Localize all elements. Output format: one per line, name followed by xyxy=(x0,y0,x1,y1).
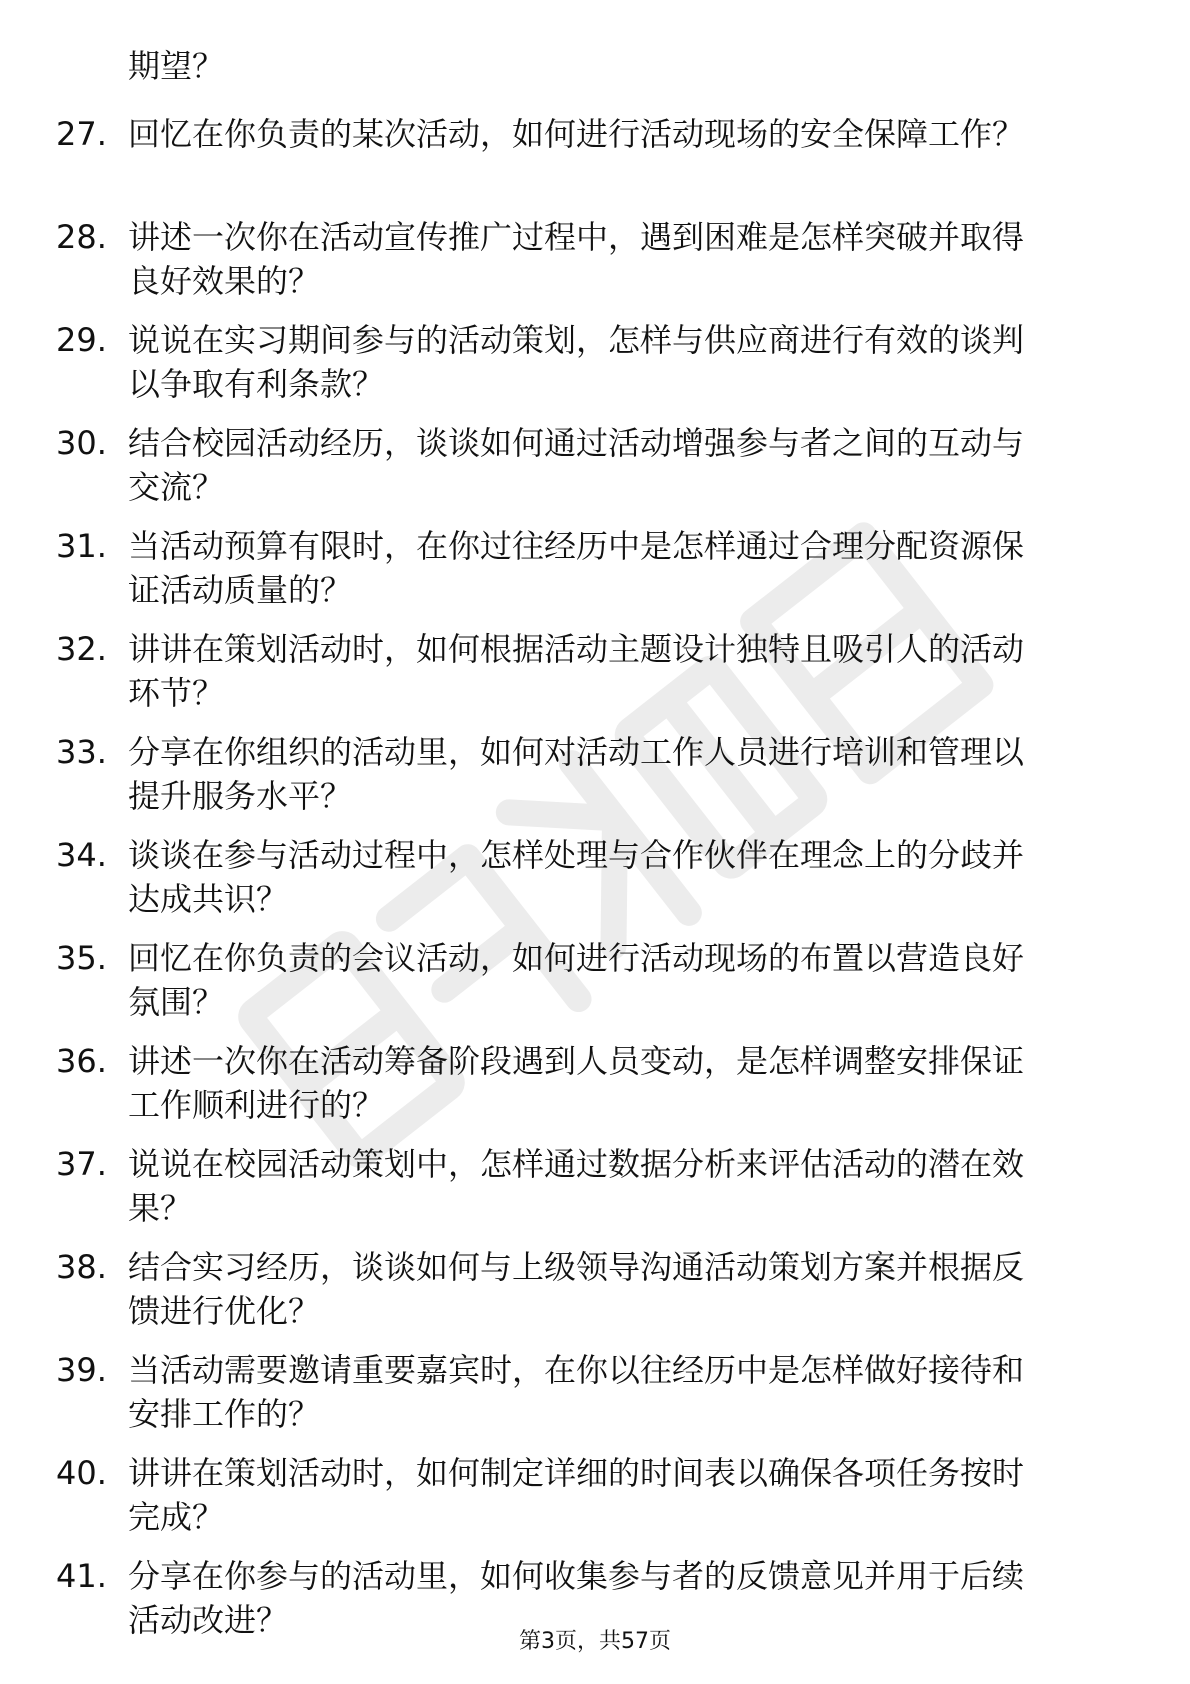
question-list xyxy=(0,112,1190,1657)
question-text xyxy=(128,215,1118,303)
question-text-line: 说说在校园活动策划中，怎样通过数据分析来评估活动的潜在效 xyxy=(128,1145,1025,1183)
question-text-line: 交流？ xyxy=(128,468,225,506)
question-text xyxy=(128,833,1118,921)
question-number: 30. xyxy=(56,424,107,462)
question-text-line: 讲述一次你在活动宣传推广过程中，遇到困难是怎样突破并取得 xyxy=(128,218,1025,256)
question-text-line: 讲讲在策划活动时，如何根据活动主题设计独特且吸引人的活动 xyxy=(128,630,1025,668)
question-item xyxy=(0,524,1190,627)
question-item xyxy=(0,1451,1190,1554)
question-number: 27. xyxy=(56,115,107,153)
question-text-line: 活动改进？ xyxy=(128,1601,289,1639)
question-text-line: 回忆在你负责的会议活动，如何进行活动现场的布置以营造良好 xyxy=(128,939,1025,977)
question-item xyxy=(0,421,1190,524)
question-text-line: 良好效果的？ xyxy=(128,262,321,300)
question-number: 32. xyxy=(56,630,107,668)
question-number: 33. xyxy=(56,733,107,771)
question-text-line: 回忆在你负责的某次活动，如何进行活动现场的安全保障工作？ xyxy=(128,115,1025,153)
question-number: 38. xyxy=(56,1248,107,1286)
page-footer: 第3页，共57页 xyxy=(519,1629,671,1654)
question-item xyxy=(0,215,1190,318)
question-text-line: 讲述一次你在活动筹备阶段遇到人员变动，是怎样调整安排保证 xyxy=(128,1042,1025,1080)
question-text-line: 讲讲在策划活动时，如何制定详细的时间表以确保各项任务按时 xyxy=(128,1454,1025,1492)
question-text xyxy=(128,936,1118,1024)
question-text-line: 以争取有利条款？ xyxy=(128,365,385,403)
question-number: 31. xyxy=(56,527,107,565)
question-item xyxy=(0,1348,1190,1451)
question-text-line: 结合校园活动经历，谈谈如何通过活动增强参与者之间的互动与 xyxy=(128,424,1025,462)
question-item xyxy=(0,1142,1190,1245)
question-text-line: 达成共识？ xyxy=(128,880,289,918)
question-item xyxy=(0,1245,1190,1348)
question-text-line: 馈进行优化？ xyxy=(128,1292,321,1330)
question-item xyxy=(0,1039,1190,1142)
question-text xyxy=(128,112,1118,156)
question-text-line: 提升服务水平？ xyxy=(128,777,353,815)
question-number: 34. xyxy=(56,836,107,874)
question-text-line: 当活动预算有限时，在你过往经历中是怎样通过合理分配资源保 xyxy=(128,527,1025,565)
question-number: 37. xyxy=(56,1145,107,1183)
question-text-line: 安排工作的？ xyxy=(128,1395,321,1433)
question-text-line: 当活动需要邀请重要嘉宾时，在你以往经历中是怎样做好接待和 xyxy=(128,1351,1025,1389)
question-text xyxy=(128,627,1118,715)
question-item xyxy=(0,318,1190,421)
question-item xyxy=(0,833,1190,936)
question-text-line: 氛围？ xyxy=(128,983,225,1021)
question-number: 40. xyxy=(56,1454,107,1492)
question-number: 29. xyxy=(56,321,107,359)
question-item xyxy=(0,112,1190,215)
question-text xyxy=(128,524,1118,612)
question-number: 39. xyxy=(56,1351,107,1389)
question-text-line: 分享在你组织的活动里，如何对活动工作人员进行培训和管理以 xyxy=(128,733,1025,771)
question-item xyxy=(0,730,1190,833)
question-text-line: 环节？ xyxy=(128,674,225,712)
question-text xyxy=(128,421,1118,509)
question-text xyxy=(128,1245,1118,1333)
question-text xyxy=(128,1348,1118,1436)
question-item xyxy=(0,936,1190,1039)
question-text-line: 完成？ xyxy=(128,1498,225,1536)
question-item xyxy=(0,627,1190,730)
question-text xyxy=(128,1451,1118,1539)
question-text-line: 分享在你参与的活动里，如何收集参与者的反馈意见并用于后续 xyxy=(128,1557,1025,1595)
question-text xyxy=(128,318,1118,406)
question-text-line: 证活动质量的？ xyxy=(128,571,353,609)
continuation-text: 期望？ xyxy=(128,47,225,85)
question-text xyxy=(128,1142,1118,1230)
question-number: 28. xyxy=(56,218,107,256)
question-text xyxy=(128,730,1118,818)
question-text-line: 说说在实习期间参与的活动策划，怎样与供应商进行有效的谈判 xyxy=(128,321,1025,359)
question-number: 36. xyxy=(56,1042,107,1080)
question-text-line: 果？ xyxy=(128,1189,193,1227)
question-number: 35. xyxy=(56,939,107,977)
question-text xyxy=(128,1039,1118,1127)
question-text-line: 工作顺利进行的？ xyxy=(128,1086,385,1124)
question-text-line: 结合实习经历，谈谈如何与上级领导沟通活动策划方案并根据反 xyxy=(128,1248,1025,1286)
question-text-line: 谈谈在参与活动过程中，怎样处理与合作伙伴在理念上的分歧并 xyxy=(128,836,1025,874)
question-number: 41. xyxy=(56,1557,107,1595)
